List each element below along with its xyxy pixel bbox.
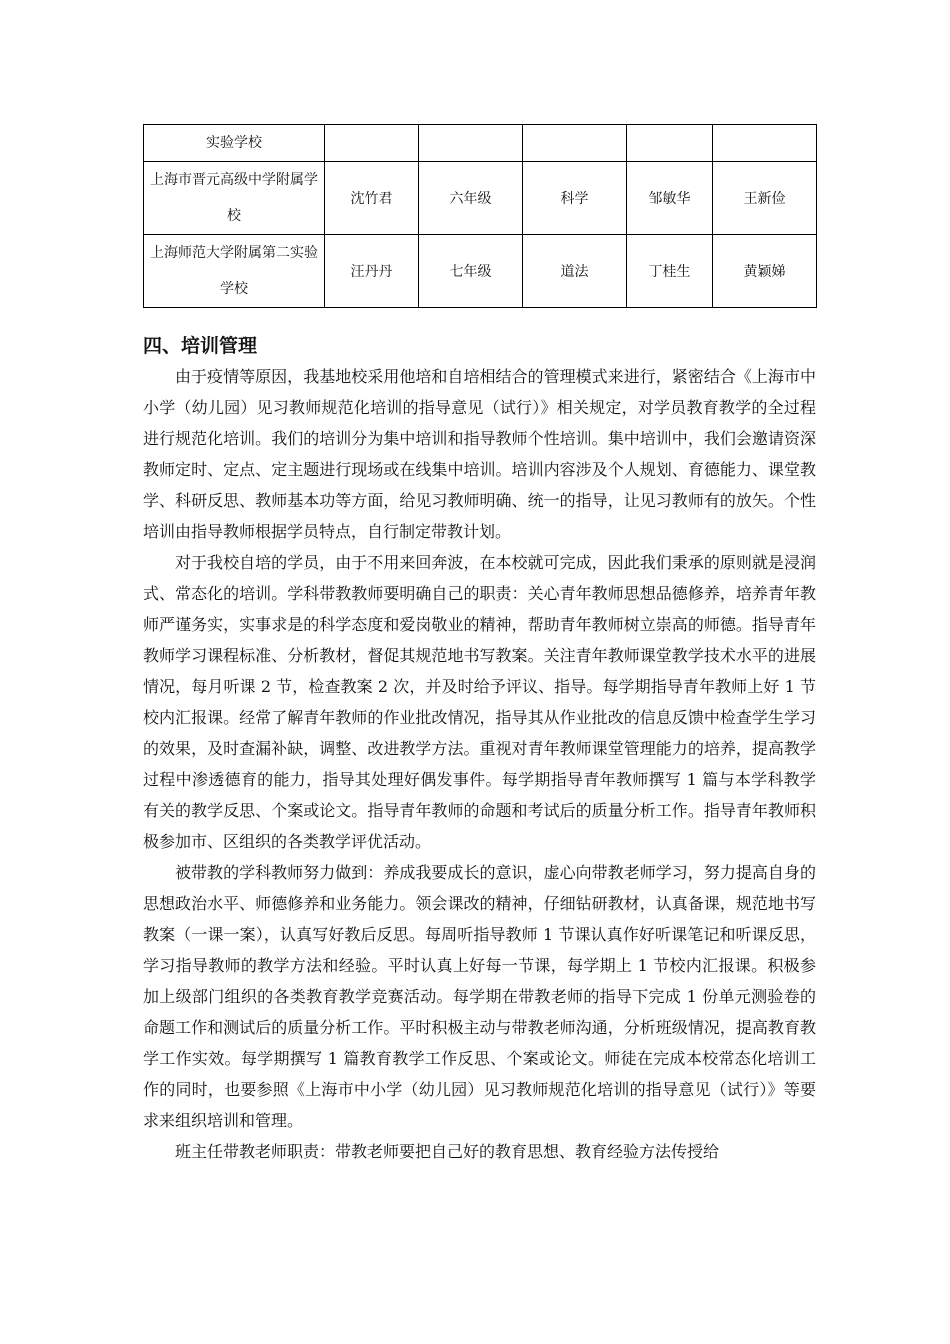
teacher-assignment-table <box>143 124 817 308</box>
paragraph: 对于我校自培的学员，由于不用来回奔波，在本校就可完成，因此我们秉承的原则就是浸润式、常态化的培训。学科带教教师要明确自己的职责：关心青年教师思想品德修养，培养青年教师严谨务实，实事求是的科学态度和爱岗敬业的精神，帮助青年教师树立崇高的师德。指导青年教师学习课程标准、分析教材，督促其规范地书写教案。关注青年教师课堂教学技术水平的进展情况，每月听课 2 节，检查教案 2 次，并及时给予评议、指导。每学期指导青年教师上好 1 节校内汇报课。经常了解青年教师的作业批改情况，指导其从作业批改的信息反馈中检查学生学习的效果，及时查漏补缺，调整、改进教学方法。重视对青年教师课堂管理能力的培养，提高教学过程中渗透德育的能力，指导其处理好偶发事件。每学期指导青年教师撰写 1 篇与本学科教学有关的教学反思、个案或论文。指导青年教师的命题和考试后的质量分析工作。指导青年教师积极参加市、区组织的各类教学评优活动。 <box>143 553 816 851</box>
subject-cell: 科学 <box>523 162 627 235</box>
mentor-cell <box>713 125 817 162</box>
school-cell: 上海师范大学附属第二实验学校 <box>144 235 325 308</box>
paragraph: 班主任带教老师职责：带教老师要把自己好的教育思想、教育经验方法传授给 <box>175 1142 720 1161</box>
grade-cell <box>419 125 523 162</box>
section-body <box>143 361 816 1167</box>
subject-cell <box>523 125 627 162</box>
mentor-cell: 丁桂生 <box>627 235 713 308</box>
mentor-cell: 王新俭 <box>713 162 817 235</box>
paragraph: 被带教的学科教师努力做到：养成我要成长的意识，虚心向带教老师学习，努力提高自身的思想政治水平、师德修养和业务能力。领会课改的精神，仔细钻研教材，认真备课，规范地书写教案（一课一案），认真写好教后反思。每周听指导教师 1 节课认真作好听课笔记和听课反思，学习指导教师的教学方法和经验。平时认真上好每一节课，每学期上 1 节校内汇报课。积极参加上级部门组织的各类教育教学竞赛活动。每学期在带教老师的指导下完成 1 份单元测验卷的命题工作和测试后的质量分析工作。平时积极主动与带教老师沟通，分析班级情况，提高教育教学工作实效。每学期撰写 1 篇教育教学工作反思、个案或论文。师徒在完成本校常态化培训工作的同时，也要参照《上海市中小学（幼儿园）见习教师规范化培训的指导意见（试行）》等要求来组织培训和管理。 <box>143 863 816 1130</box>
section-heading: 四、培训管理 <box>143 335 258 357</box>
table-row <box>144 125 817 162</box>
grade-cell: 六年级 <box>419 162 523 235</box>
grade-cell: 七年级 <box>419 235 523 308</box>
mentor-cell: 黄颖娣 <box>713 235 817 308</box>
teacher-cell <box>325 125 419 162</box>
school-cell: 上海市晋元高级中学附属学校 <box>144 162 325 235</box>
school-cell: 实验学校 <box>144 125 325 162</box>
paragraph: 由于疫情等原因，我基地校采用他培和自培相结合的管理模式来进行，紧密结合《上海市中小学（幼儿园）见习教师规范化培训的指导意见（试行）》相关规定，对学员教育教学的全过程进行规范化培训。我们的培训分为集中培训和指导教师个性培训。集中培训中，我们会邀请资深教师定时、定点、定主题进行现场或在线集中培训。培训内容涉及个人规划、育德能力、课堂教学、科研反思、教师基本功等方面，给见习教师明确、统一的指导，让见习教师有的放矢。个性培训由指导教师根据学员特点，自行制定带教计划。 <box>143 367 816 541</box>
mentor-cell: 邹敏华 <box>627 162 713 235</box>
table-row <box>144 235 817 308</box>
teacher-cell: 汪丹丹 <box>325 235 419 308</box>
mentor-cell <box>627 125 713 162</box>
subject-cell: 道法 <box>523 235 627 308</box>
table-row <box>144 162 817 235</box>
teacher-cell: 沈竹君 <box>325 162 419 235</box>
